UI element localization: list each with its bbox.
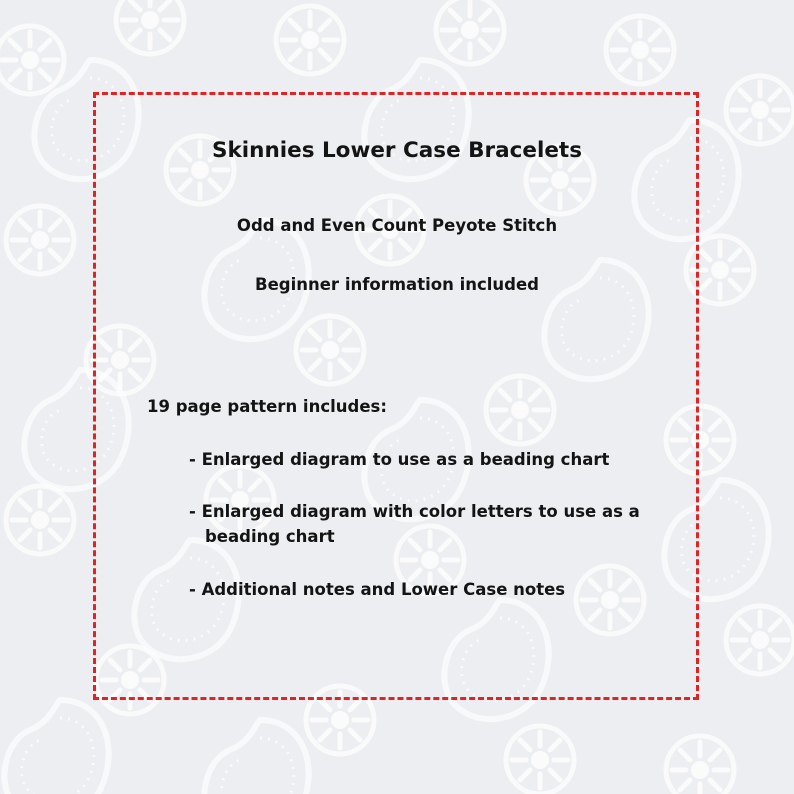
product-title: Skinnies Lower Case Bracelets xyxy=(211,138,582,163)
list-item: - Enlarged diagram to use as a beading chart xyxy=(189,450,610,469)
list-item-continuation: beading chart xyxy=(205,527,335,546)
stitch-subtitle: Odd and Even Count Peyote Stitch xyxy=(236,216,558,235)
beginner-subtitle: Beginner information included xyxy=(255,275,539,294)
list-item: - Enlarged diagram with color letters to use as a xyxy=(189,502,640,521)
includes-heading: 19 page pattern includes: xyxy=(147,397,387,416)
list-item: - Additional notes and Lower Case notes xyxy=(189,580,566,599)
dashed-red-border xyxy=(93,92,699,700)
